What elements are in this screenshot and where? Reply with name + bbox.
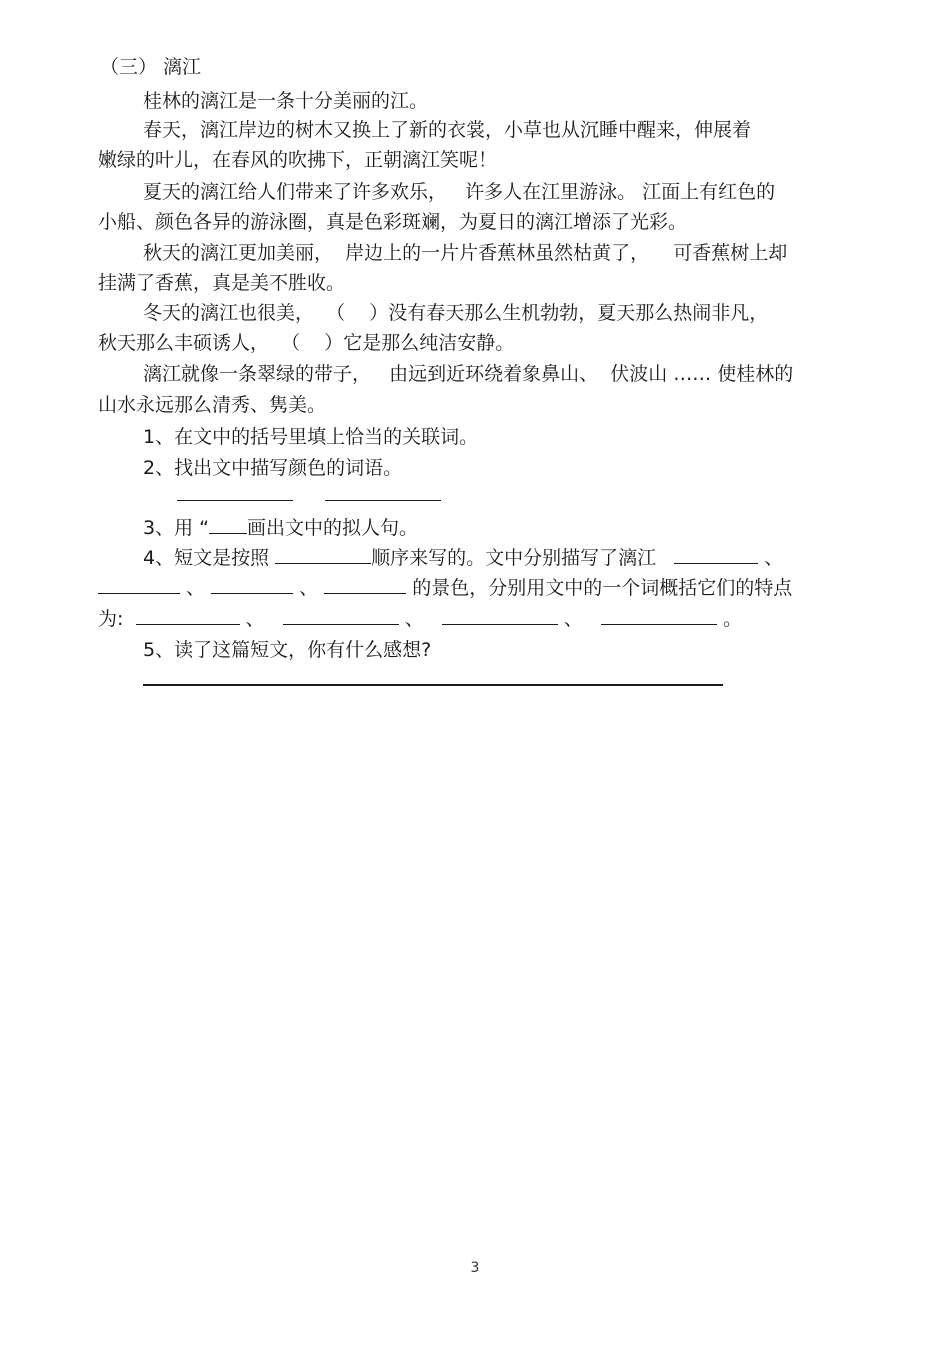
passage-paragraph-5-line-2: 秋天那么丰硕诱人， （ ）它是那么纯洁安静。 [98, 332, 515, 354]
section-title: （三） 漓江 [100, 56, 202, 78]
passage-paragraph-2-line-2: 嫩绿的叶儿，在春风的吹拂下，正朝漓江笑呢！ [98, 149, 498, 171]
question-3-suffix: 画出文中的拟人句。 [246, 517, 418, 539]
blank-q2-2[interactable] [325, 480, 441, 501]
passage-paragraph-2-line-1: 春天，漓江岸边的树木又换上了新的衣裳，小草也从沉睡中醒来，伸展着 [143, 119, 752, 141]
passage-paragraph-1: 桂林的漓江是一条十分美丽的江。 [143, 90, 429, 112]
question-1: 1、在文中的括号里填上恰当的关联词。 [143, 426, 479, 448]
passage-paragraph-6-line-1: 漓江就像一条翠绿的带子， 由远到近环绕着象鼻山、 伏波山 …… 使桂林的 [143, 363, 794, 385]
page-number: 3 [470, 1260, 480, 1276]
blank-q4-trait-4[interactable] [601, 604, 717, 625]
question-4-sep-1: 、 [758, 547, 784, 569]
question-4-text-b: 顺序来写的。文中分别描写了漓江 [371, 547, 675, 569]
question-4-line-1 [143, 543, 783, 573]
passage-paragraph-3-line-1: 夏天的漓江给人们带来了许多欢乐， 许多人在江里游泳。 江面上有红色的 [143, 181, 776, 203]
blank-q4-scene-4[interactable] [324, 573, 406, 594]
blank-q4-trait-2[interactable] [283, 604, 399, 625]
blank-q3[interactable] [209, 513, 247, 534]
question-3-prefix: 3、用 “ [143, 517, 209, 539]
question-4-sep-5: 、 [398, 608, 424, 630]
blank-q2-1[interactable] [177, 480, 293, 501]
question-3 [143, 513, 418, 543]
question-4-text-a: 4、短文是按照 [143, 547, 276, 569]
question-2: 2、找出文中描写颜色的词语。 [143, 457, 403, 479]
question-4-text-d: 为: [98, 608, 130, 630]
question-4-line-3 [98, 604, 742, 634]
blank-q4-trait-1[interactable] [136, 604, 240, 625]
question-4-line-2 [98, 573, 792, 603]
passage-paragraph-5-line-1: 冬天的漓江也很美， （ ）没有春天那么生机勃勃，夏天那么热闹非凡， [143, 302, 769, 324]
blank-q4-scene-2[interactable] [98, 573, 180, 594]
question-4-sep-6: 、 [557, 608, 583, 630]
question-4-text-c: 的景色，分别用文中的一个词概括它们的特点 [406, 577, 793, 599]
blank-q4-order[interactable] [275, 543, 371, 564]
blank-q4-scene-3[interactable] [211, 573, 293, 594]
question-2-blanks [177, 480, 441, 510]
passage-paragraph-4-line-1: 秋天的漓江更加美丽， 岸边上的一片片香蕉林虽然枯黄了， 可香蕉树上却 [143, 242, 788, 264]
passage-paragraph-4-line-2: 挂满了香蕉，真是美不胜收。 [98, 272, 346, 294]
question-4-sep-2: 、 [180, 577, 206, 599]
question-4-sep-3: 、 [293, 577, 319, 599]
passage-paragraph-6-line-2: 山水永远那么清秀、隽美。 [98, 394, 327, 416]
question-5: 5、读了这篇短文，你有什么感想? [143, 639, 432, 661]
question-4-sep-4: 、 [239, 608, 265, 630]
question-4-end: 。 [717, 608, 743, 630]
passage-paragraph-3-line-2: 小船、颜色各异的游泳圈，真是色彩斑斓，为夏日的漓江增添了光彩。 [98, 211, 688, 233]
blank-q4-scene-1[interactable] [674, 543, 758, 564]
blank-q4-trait-3[interactable] [442, 604, 558, 625]
answer-line-q5[interactable] [143, 684, 723, 686]
